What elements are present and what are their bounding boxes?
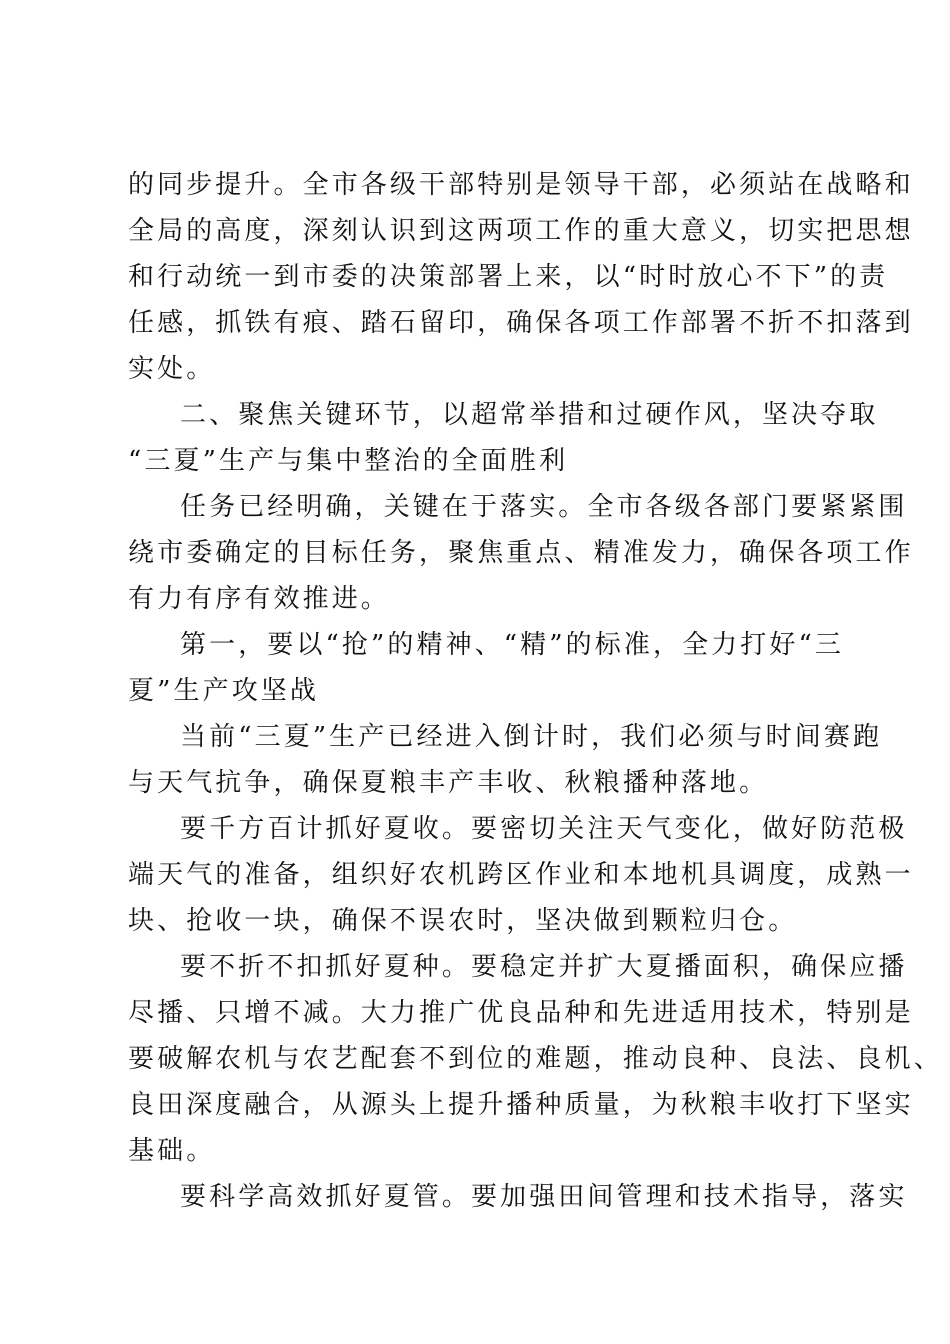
text-line-2: 全局的高度，深刻认识到这两项工作的重大意义，切实把思想 [128, 216, 914, 246]
text-line-14: 与天气抗争，确保夏粮丰产丰收、秋粮播种落地。 [128, 768, 769, 798]
text-line-3: 和行动统一到市委的决策部署上来，以“时时放心不下”的责 [128, 262, 889, 292]
section-heading-line-2: “三夏”生产与集中整治的全面胜利 [128, 446, 569, 476]
text-line-1: 的同步提升。全市各级干部特别是领导干部，必须站在战略和 [128, 170, 914, 200]
subheading-line-1: 第一，要以“抢”的精神、“精”的标准，全力打好“三 [180, 630, 844, 660]
text-line-5: 实处。 [128, 354, 216, 384]
section-heading-line-1: 二、聚焦关键环节，以超常举措和过硬作风，坚决夺取 [180, 400, 879, 430]
text-line-21: 良田深度融合，从源头上提升播种质量，为秋粮丰收打下坚实 [128, 1090, 914, 1120]
text-line-16: 端天气的准备，组织好农机跨区作业和本地机具调度，成熟一 [128, 860, 914, 890]
text-line-19: 尽播、只增不减。大力推广优良品种和先进适用技术，特别是 [128, 998, 914, 1028]
text-line-15: 要千方百计抓好夏收。要密切关注天气变化，做好防范极 [180, 814, 908, 844]
text-line-22: 基础。 [128, 1136, 216, 1166]
text-line-8: 任务已经明确，关键在于落实。全市各级各部门要紧紧围 [180, 492, 908, 522]
text-line-23: 要科学高效抓好夏管。要加强田间管理和技术指导，落实 [180, 1182, 908, 1212]
subheading-line-2: 夏”生产攻坚战 [128, 676, 319, 706]
text-line-9: 绕市委确定的目标任务，聚焦重点、精准发力，确保各项工作 [128, 538, 914, 568]
text-line-20: 要破解农机与农艺配套不到位的难题，推动良种、良法、良机、 [128, 1044, 943, 1074]
text-line-10: 有力有序有效推进。 [128, 584, 390, 614]
text-line-18: 要不折不扣抓好夏种。要稳定并扩大夏播面积，确保应播 [180, 952, 908, 982]
text-line-13: 当前“三夏”生产已经进入倒计时，我们必须与时间赛跑 [180, 722, 883, 752]
text-line-4: 任感，抓铁有痕、踏石留印，确保各项工作部署不折不扣落到 [128, 308, 914, 338]
text-line-17: 块、抢收一块，确保不误农时，坚决做到颗粒归仓。 [128, 906, 798, 936]
